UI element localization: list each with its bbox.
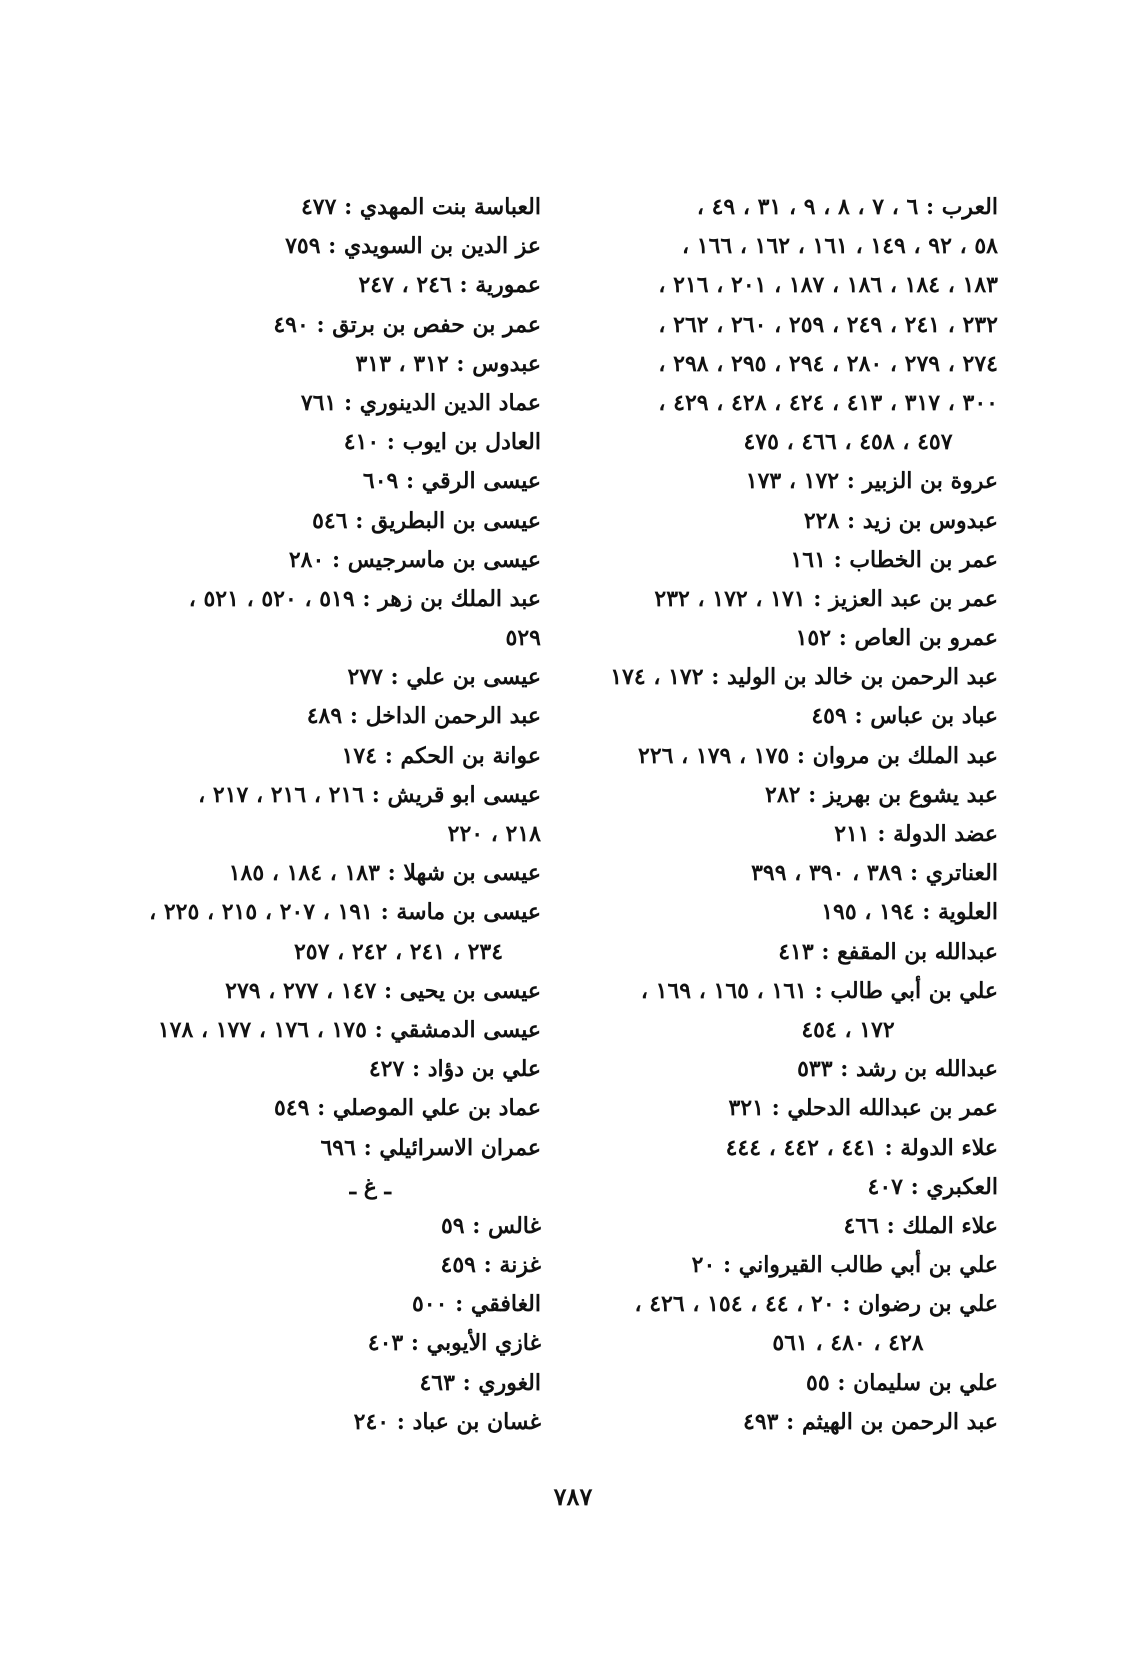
index-column-right: [578, 188, 998, 1442]
index-entry: الغوري : ٤٦٣: [419, 1369, 541, 1396]
index-entry: عبد الرحمن بن الهيثم : ٤٩٣: [743, 1408, 998, 1435]
index-entry: عز الدين بن السويدي : ٧٥٩: [285, 233, 541, 260]
index-entry: عبدالله بن رشد : ٥٣٣: [797, 1056, 998, 1083]
index-entry: عوانة بن الحكم : ١٧٤: [341, 742, 541, 769]
index-entry: الغافقي : ٥٠٠: [411, 1291, 541, 1318]
index-entry: علي بن رضوان : ٢٠ ، ٤٤ ، ١٥٤ ، ٤٢٦ ،: [634, 1291, 998, 1318]
index-entry: عيسى الرقي : ٦٠٩: [362, 468, 541, 495]
index-entry: عبد يشوع بن بهريز : ٢٨٢: [765, 781, 998, 808]
index-entry: عبد الرحمن بن خالد بن الوليد : ١٧٢ ، ١٧٤: [610, 664, 998, 691]
index-entry-continuation: ٤٥٧ ، ٤٥٨ ، ٤٦٦ ، ٤٧٥: [743, 429, 953, 456]
index-entry-continuation: ٢٧٤ ، ٢٧٩ ، ٢٨٠ ، ٢٩٤ ، ٢٩٥ ، ٢٩٨ ،: [658, 350, 998, 377]
index-entry-continuation: ١٨٣ ، ١٨٤ ، ١٨٦ ، ١٨٧ ، ٢٠١ ، ٢١٦ ،: [658, 272, 998, 299]
index-entry-continuation: ١٧٢ ، ٤٥٤: [801, 1016, 895, 1043]
index-entry-continuation: ٣٠٠ ، ٣١٧ ، ٤١٣ ، ٤٢٤ ، ٤٢٨ ، ٤٢٩ ،: [658, 389, 998, 416]
index-entry: عماد الدين الدينوري : ٧٦١: [300, 389, 541, 416]
index-entry: العناتري : ٣٨٩ ، ٣٩٠ ، ٣٩٩: [751, 860, 998, 887]
index-entry: العباسة بنت المهدي : ٤٧٧: [300, 194, 541, 220]
index-entry: عمران الاسرائيلي : ٦٩٦: [320, 1134, 541, 1161]
index-entry: العلوية : ١٩٤ ، ١٩٥: [821, 899, 998, 926]
index-entry: عمر بن حفص بن برتق : ٤٩٠: [273, 311, 541, 338]
section-letter-heading: ـ غ ـ: [349, 1173, 391, 1200]
index-entry: علي بن سليمان : ٥٥: [806, 1369, 998, 1396]
index-entry: عبد الرحمن الداخل : ٤٨٩: [306, 703, 541, 730]
index-entry: عبد الملك بن مروان : ١٧٥ ، ١٧٩ ، ٢٢٦: [638, 742, 998, 769]
index-entry: عيسى بن ماسة : ١٩١ ، ٢٠٧ ، ٢١٥ ، ٢٢٥ ،: [149, 899, 541, 926]
index-entry: العكبري : ٤٠٧: [867, 1173, 998, 1200]
index-entry: عماد بن علي الموصلي : ٥٤٩: [273, 1095, 541, 1122]
index-entry: عمر بن عبدالله الدحلي : ٣٢١: [728, 1095, 998, 1122]
index-entry: علي بن دؤاد : ٤٢٧: [368, 1056, 541, 1083]
index-entry: غزنة : ٤٥٩: [440, 1252, 541, 1279]
index-entry-continuation: ٢٣٤ ، ٢٤١ ، ٢٤٢ ، ٢٥٧: [293, 938, 504, 965]
index-entry: عمر بن الخطاب : ١٦١: [790, 546, 998, 573]
index-entry: العرب : ٦ ، ٧ ، ٨ ، ٩ ، ٣١ ، ٤٩ ،: [696, 194, 998, 220]
index-entry: غازي الأيوبي : ٤٠٣: [367, 1330, 541, 1357]
index-entry-continuation: ٥٢٩: [505, 625, 541, 652]
index-entry: عيسى بن علي : ٢٧٧: [347, 664, 541, 691]
index-entry-continuation: ٢١٨ ، ٢٢٠: [447, 821, 541, 847]
index-entry: عبدوس بن زيد : ٢٢٨: [803, 507, 998, 534]
index-entry: عبد الملك بن زهر : ٥١٩ ، ٥٢٠ ، ٥٢١ ،: [188, 585, 541, 612]
index-entry: العادل بن ايوب : ٤١٠: [343, 429, 541, 456]
index-entry: عمورية : ٢٤٦ ، ٢٤٧: [358, 272, 541, 299]
index-entry: عيسى بن شهلا : ١٨٣ ، ١٨٤ ، ١٨٥: [228, 860, 541, 887]
index-entry: علي بن أبي طالب القيرواني : ٢٠: [691, 1252, 998, 1279]
index-entry: عيسى ابو قريش : ٢١٦ ، ٢١٦ ، ٢١٧ ،: [198, 781, 541, 808]
index-entry: عيسى بن ماسرجيس : ٢٨٠: [288, 546, 541, 573]
index-entry: عيسى بن يحيى : ١٤٧ ، ٢٧٧ ، ٢٧٩: [225, 977, 541, 1004]
index-entry-continuation: ٢٣٢ ، ٢٤١ ، ٢٤٩ ، ٢٥٩ ، ٢٦٠ ، ٢٦٢ ،: [658, 311, 998, 338]
index-entry: عباد بن عباس : ٤٥٩: [811, 703, 998, 730]
index-entry-continuation: ٤٢٨ ، ٤٨٠ ، ٥٦١: [772, 1330, 924, 1357]
index-entry: عمرو بن العاص : ١٥٢: [795, 625, 998, 652]
index-entry: غسان بن عباد : ٢٤٠: [353, 1408, 541, 1435]
index-entry: عيسى بن البطريق : ٥٤٦: [312, 507, 541, 534]
index-entry: علاء الدولة : ٤٤١ ، ٤٤٢ ، ٤٤٤: [725, 1134, 998, 1161]
index-entry: عمر بن عبد العزيز : ١٧١ ، ١٧٢ ، ٢٣٢: [654, 585, 998, 612]
index-entry: غالس : ٥٩: [440, 1212, 541, 1239]
index-entry: علي بن أبي طالب : ١٦١ ، ١٦٥ ، ١٦٩ ،: [640, 977, 998, 1004]
page-number: ٧٨٧: [553, 1482, 593, 1511]
index-entry: عبدالله بن المقفع : ٤١٣: [778, 938, 998, 965]
index-entry: عيسى الدمشقي : ١٧٥ ، ١٧٦ ، ١٧٧ ، ١٧٨: [157, 1016, 541, 1043]
index-column-left: [136, 188, 541, 1442]
index-entry: عبدوس : ٣١٢ ، ٣١٣: [355, 350, 541, 377]
index-entry: عروة بن الزبير : ١٧٢ ، ١٧٣: [745, 468, 998, 495]
index-entry: علاء الملك : ٤٦٦: [843, 1212, 998, 1239]
index-entry-continuation: ٥٨ ، ٩٢ ، ١٤٩ ، ١٦١ ، ١٦٢ ، ١٦٦ ،: [682, 233, 998, 260]
index-entry: عضد الدولة : ٢١١: [834, 821, 998, 847]
